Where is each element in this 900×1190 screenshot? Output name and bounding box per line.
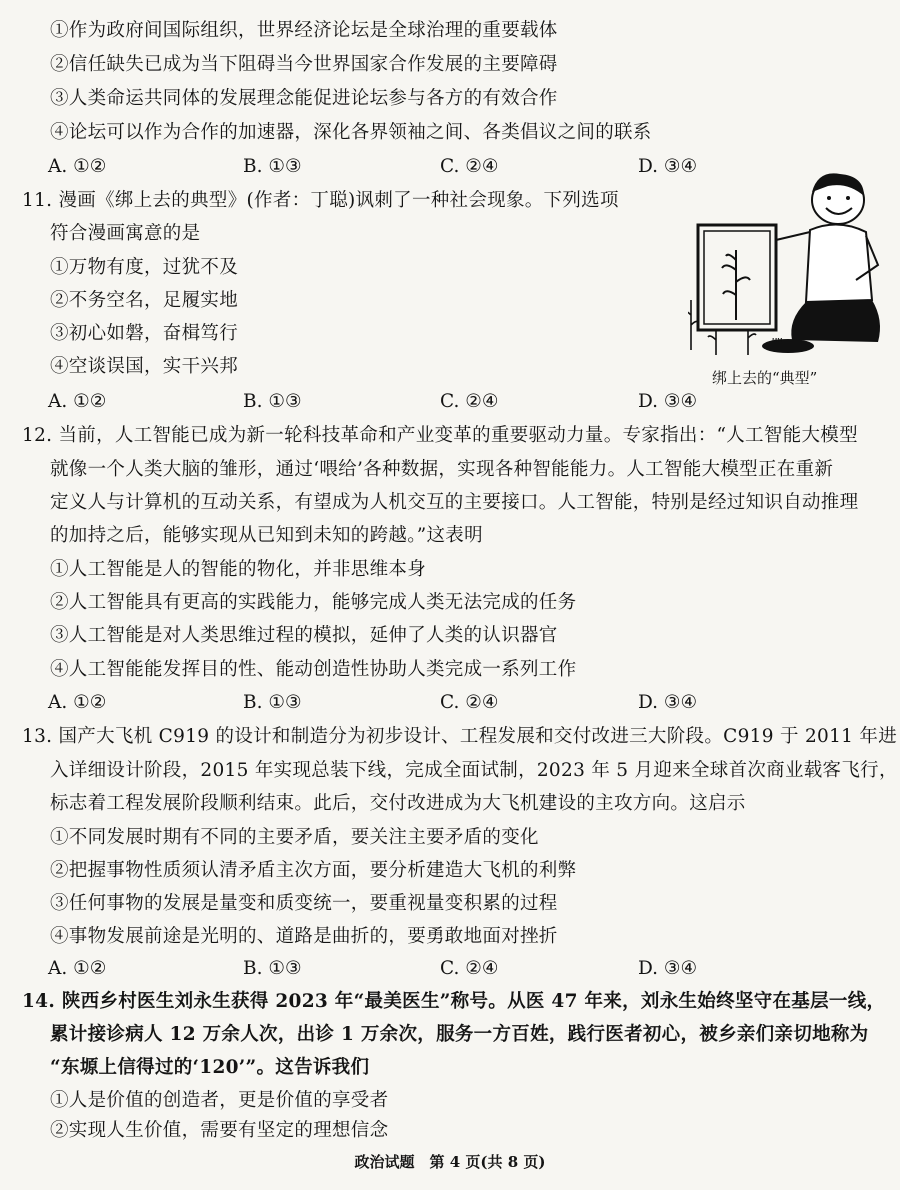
q12-option-b: B. ①③ [243, 692, 302, 713]
q10-item-4: ④论坛可以作为合作的加速器，深化各界领袖之间、各类倡议之间的联系 [50, 122, 652, 143]
page-footer: 政治试题 第 4 页(共 8 页) [354, 1153, 546, 1171]
q13-item-1: ①不同发展时期有不同的主要矛盾，要关注主要矛盾的变化 [50, 827, 539, 848]
q12-stem-2: 就像一个人类大脑的雏形，通过‘喂给’各种数据，实现各种智能能力。人工智能大模型正在重新 [50, 459, 834, 480]
q14-stem-2: 累计接诊病人 12 万余人次，出诊 1 万余次，服务一方百姓，践行医者初心，被乡亲们亲切地称为 [50, 1024, 869, 1045]
q14-stem-1: 14. 陕西乡村医生刘永生获得 2023 年“最美医生”称号。从医 47 年来，刘永生始终坚守在基层一线， [22, 991, 886, 1012]
q12-option-c: C. ②④ [440, 692, 499, 713]
q13-option-d: D. ③④ [638, 958, 698, 979]
q10-item-3: ③人类命运共同体的发展理念能促进论坛参与各方的有效合作 [50, 88, 558, 109]
q12-item-1: ①人工智能是人的智能的物化，并非思维本身 [50, 559, 427, 580]
q12-options [48, 690, 848, 716]
q14-stem-3: “东塬上信得过的‘120’”。这告诉我们 [50, 1057, 370, 1078]
q13-options [48, 956, 848, 982]
q12-stem-1: 12. 当前，人工智能已成为新一轮科技革命和产业变革的重要驱动力量。专家指出：“人工智能大模型 [22, 425, 858, 446]
q11-stem-1: 11. 漫画《绑上去的典型》(作者：丁聪)讽刺了一种社会现象。下列选项 [22, 190, 619, 211]
q11-option-b: B. ①③ [243, 391, 302, 412]
svg-text:ᴍᴍ: ᴍᴍ [772, 336, 783, 344]
q10-item-1: ①作为政府间国际组织，世界经济论坛是全球治理的重要载体 [50, 20, 558, 41]
q13-item-2: ②把握事物性质须认清矛盾主次方面，要分析建造大飞机的利弊 [50, 860, 577, 881]
q11-stem-2: 符合漫画寓意的是 [50, 223, 201, 244]
q11-option-c: C. ②④ [440, 391, 499, 412]
q10-option-a: A. ①② [48, 156, 107, 177]
cartoon-caption: 绑上去的“典型” [712, 369, 818, 387]
q14-item-1: ①人是价值的创造者，更是价值的享受者 [50, 1090, 389, 1111]
q13-option-c: C. ②④ [440, 958, 499, 979]
q12-item-3: ③人工智能是对人类思维过程的模拟，延伸了人类的认识器官 [50, 625, 558, 646]
cartoon-illustration [688, 170, 888, 370]
q12-item-2: ②人工智能具有更高的实践能力，能够完成人类无法完成的任务 [50, 592, 577, 613]
q11-item-4: ④空谈误国，实干兴邦 [50, 356, 239, 377]
q13-option-b: B. ①③ [243, 958, 302, 979]
q12-option-d: D. ③④ [638, 692, 698, 713]
q13-item-4: ④事物发展前途是光明的、道路是曲折的，要勇敢地面对挫折 [50, 926, 558, 947]
q13-stem-1: 13. 国产大飞机 C919 的设计和制造分为初步设计、工程发展和交付改进三大阶段。C919 于 2011 年进 [22, 726, 898, 747]
q13-stem-3: 标志着工程发展阶段顺利结束。此后，交付改进成为大飞机建设的主攻方向。这启示 [50, 793, 746, 814]
q11-options [48, 389, 848, 415]
q10-option-c: C. ②④ [440, 156, 499, 177]
q11-item-1: ①万物有度，过犹不及 [50, 257, 239, 278]
q11-option-a: A. ①② [48, 391, 107, 412]
q12-stem-4: 的加持之后，能够实现从已知到未知的跨越。”这表明 [50, 525, 483, 546]
q14-item-2: ②实现人生价值，需要有坚定的理想信念 [50, 1120, 389, 1141]
q12-stem-3: 定义人与计算机的互动关系，有望成为人机交互的主要接口。人工智能，特别是经过知识自动推理 [50, 492, 859, 513]
q10-item-2: ②信任缺失已成为当下阻碍当今世界国家合作发展的主要障碍 [50, 54, 558, 75]
q11-option-d: D. ③④ [638, 391, 698, 412]
q10-option-d: D. ③④ [638, 156, 698, 177]
q12-option-a: A. ①② [48, 692, 107, 713]
q10-option-b: B. ①③ [243, 156, 302, 177]
q13-item-3: ③任何事物的发展是量变和质变统一，要重视量变积累的过程 [50, 893, 558, 914]
q13-option-a: A. ①② [48, 958, 107, 979]
q11-item-3: ③初心如磐，奋楫笃行 [50, 323, 239, 344]
q13-stem-2: 入详细设计阶段，2015 年实现总装下线，完成全面试制，2023 年 5 月迎来全球首次商业载客飞行， [50, 760, 898, 781]
q11-item-2: ②不务空名，足履实地 [50, 290, 239, 311]
q12-item-4: ④人工智能能发挥目的性、能动创造性协助人类完成一系列工作 [50, 659, 577, 680]
